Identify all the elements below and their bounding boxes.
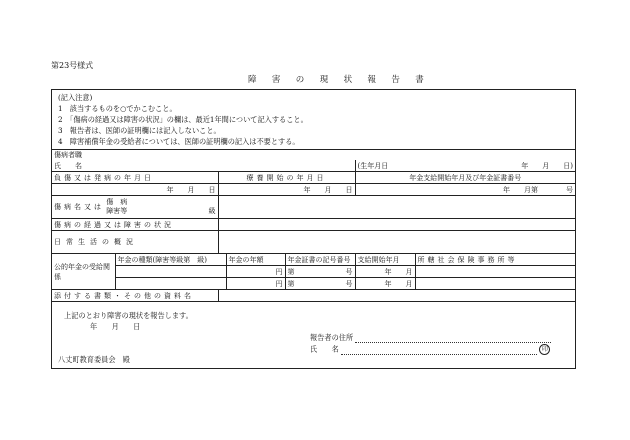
number-label: 号 xyxy=(345,267,353,276)
disease-name-field[interactable] xyxy=(218,196,575,219)
reporter-address-row[interactable] xyxy=(310,333,551,343)
treatment-start-label: 療養開始の年月日 xyxy=(218,172,355,184)
reporter-name-row[interactable] xyxy=(310,344,550,355)
pension-type-field[interactable] xyxy=(115,266,226,278)
course-field[interactable] xyxy=(218,219,575,231)
public-pension-label: 公的年金の受給関係 xyxy=(52,254,115,290)
form-frame xyxy=(51,89,576,369)
instructions-heading: (記入注意) xyxy=(58,93,93,102)
instruction-item: 4 障害補償年金の受給者については、医師の証明欄の記入は不要とする。 xyxy=(58,137,300,146)
pension-type-header: 年金の種類(障害等級第 級) xyxy=(115,254,226,266)
cert-symbol-header: 年金証書の記号番号 xyxy=(285,254,355,266)
cert-symbol-field[interactable] xyxy=(285,266,355,278)
payment-start-field[interactable]: 年 月 xyxy=(355,278,415,290)
payment-start-field[interactable]: 年 月 xyxy=(355,266,415,278)
attachments-label: 添付する書類・その他の資料名 xyxy=(52,290,218,302)
worker-name-label: 氏 名 xyxy=(52,160,355,172)
disease-name-label-cell xyxy=(52,196,218,219)
number-label: 号 xyxy=(345,279,353,288)
instruction-item: 3 報告者は、医師の証明欄には記入しないこと。 xyxy=(58,126,221,135)
injury-date-field[interactable]: 年 月 日 xyxy=(52,184,218,196)
disability-label: 障害等 xyxy=(106,207,128,215)
course-label: 傷病の経過又は障害の状況 xyxy=(52,219,218,231)
pension-amount-field[interactable]: 円 xyxy=(226,278,285,290)
office-field[interactable] xyxy=(415,266,575,278)
pension-amount-field[interactable]: 円 xyxy=(226,266,285,278)
birth-date-cell[interactable] xyxy=(355,160,575,172)
daily-life-field[interactable] xyxy=(218,231,575,254)
addressee: 八丈町教育委員会 殿 xyxy=(58,355,130,364)
report-table xyxy=(52,149,575,302)
reporter-address-label: 報告者の住所 xyxy=(310,333,354,342)
reporter-name-line[interactable] xyxy=(341,346,537,355)
pension-amount-header: 年金の年額 xyxy=(226,254,285,266)
pension-start-label: 年金支給開始年月及び年金証書番号 xyxy=(355,172,575,184)
worker-header: 傷病者職 xyxy=(52,150,575,161)
symbol-label: 第 xyxy=(287,279,295,288)
grade-label: 級 xyxy=(208,207,216,215)
disease-name-label: 傷病名又は xyxy=(54,203,104,211)
treatment-start-field[interactable]: 年 月 日 xyxy=(218,184,355,196)
office-header: 所轄社会保険事務所等 xyxy=(415,254,575,266)
office-field[interactable] xyxy=(415,278,575,290)
instructions-section xyxy=(52,90,575,150)
page-title: 障害の現状報告書 xyxy=(248,75,440,85)
birth-label: (生年月日 xyxy=(357,161,389,170)
seal-icon: 印 xyxy=(539,344,550,355)
cert-symbol-field[interactable] xyxy=(285,278,355,290)
disease-label: 傷 病 xyxy=(106,198,128,206)
reporter-address-line[interactable] xyxy=(355,334,551,343)
injury-date-label: 負傷又は発病の年月日 xyxy=(52,172,218,184)
pension-type-field[interactable] xyxy=(115,278,226,290)
attachments-field[interactable] xyxy=(218,290,575,302)
birth-date-value: 年 月 日) xyxy=(521,161,573,170)
report-statement: 上記のとおり障害の現状を報告します。 xyxy=(64,311,193,320)
disease-disability-stack xyxy=(106,198,127,216)
form-number: 第23号様式 xyxy=(51,61,94,70)
daily-life-label: 日常生活の概況 xyxy=(52,231,218,254)
instruction-item: 2 「傷病の経過又は障害の状況」の欄は、最近1年間について記入すること。 xyxy=(58,115,308,124)
pension-number-field[interactable]: 年 月第 号 xyxy=(355,184,575,196)
payment-start-header: 支給開始年月 xyxy=(355,254,415,266)
symbol-label: 第 xyxy=(287,267,295,276)
reporter-name-label: 氏 名 xyxy=(310,344,339,354)
instruction-item: 1 該当するものを○でかこむこと。 xyxy=(58,104,177,113)
report-date-field[interactable]: 年 月 日 xyxy=(90,322,141,331)
